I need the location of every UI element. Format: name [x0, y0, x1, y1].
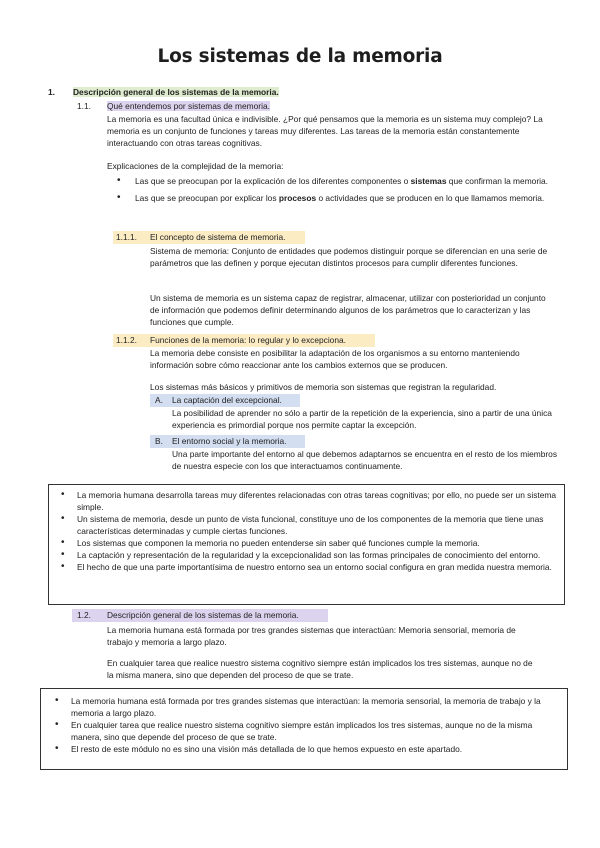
section-1-1-intro: Explicaciones de la complejidad de la memoria: [107, 161, 284, 171]
list-item: • Los sistemas que componen la memoria no pueden entenderse sin saber qué funciones cumple la memoria. [55, 537, 558, 549]
section-1-2-paragraph-1: La memoria humana está formada por tres grandes sistemas que interactúan: Memoria sensorial, memoria de trabajo y memoria a largo plazo. [107, 625, 516, 647]
section-1-1-heading-text: Qué entendemos por sistemas de memoria. [107, 101, 270, 111]
summary-2-list [49, 695, 561, 755]
section-1-1-bullet-list [113, 175, 551, 204]
section-1-1-1-paragraph-2: Un sistema de memoria es un sistema capaz de registrar, almacenar, utilizar con posterioridad un conjunto de información que podemos definir determinando algunos de los parámetros que lo caracterizan y las funciones que cumple. [150, 293, 546, 327]
list-item: • Las que se preocupan por la explicación de los diferentes componentes o sistemas que confirman la memoria. [113, 175, 551, 187]
list-item: • La captación y representación de la regularidad y la excepcionalidad son las formas principales de conocimiento del entorno. [55, 549, 558, 561]
item-b-letter: B. [155, 436, 163, 446]
list-item: • La memoria humana desarrolla tareas muy diferentes relacionadas con otras tareas cognitivas; por ello, no puede ser un sistema simple. [55, 489, 558, 513]
summary-box-2 [40, 688, 568, 770]
section-1-heading [73, 86, 279, 98]
section-1-1-number: 1.1. [77, 101, 91, 111]
item-a-text: La posibilidad de aprender no sólo a partir de la repetición de la experiencia, sino a partir de una única experiencia es primordial porque nos permite captar la excepción. [172, 408, 552, 430]
item-a-heading: La captación del excepcional. [172, 395, 282, 405]
section-1-1-2-paragraph-2: Los sistemas más básicos y primitivos de memoria son sistemas que registran la regularidad. [150, 382, 497, 392]
section-1-number: 1. [48, 87, 55, 97]
list-item: • El resto de este módulo no es sino una visión más detallada de lo que hemos expuesto en este apartado. [49, 743, 561, 755]
section-1-1-1-paragraph-1: Sistema de memoria: Conjunto de entidades que podemos distinguir porque se diferencian en una serie de parámetros que las definen y porque ejecutan distintos procesos para cumplir diferentes funciones. [150, 246, 548, 268]
item-b-heading: El entorno social y la memoria. [172, 436, 287, 446]
item-b-text: Una parte importante del entorno al que debemos adaptarnos se encuentra en el resto de los miembros de nuestra especie con los que interactuamos continuamente. [172, 449, 558, 471]
section-1-2-heading: Descripción general de los sistemas de la memoria. [107, 610, 299, 620]
section-1-1-1-number: 1.1.1. [116, 232, 137, 242]
section-1-2-paragraph-2: En cualquier tarea que realice nuestro sistema cognitivo siempre están implicados los tres sistemas, aunque no de la misma manera, sino que dependen del proceso de que se trate. [107, 658, 533, 680]
list-item: • En cualquier tarea que realice nuestro sistema cognitivo siempre están implicados los tres sistemas, aunque no de la misma manera, sino que depende del proceso de que se trate. [49, 719, 561, 743]
section-1-1-2-paragraph-1: La memoria debe consiste en posibilitar la adaptación de los organismos a su entorno manteniendo información sobre cómo reaccionar ante los cambios externos que se producen. [150, 348, 520, 370]
section-1-heading-text: Descripción general de los sistemas de la memoria. [73, 87, 279, 97]
section-1-1-1-heading: El concepto de sistema de memoria. [150, 232, 286, 242]
list-item: • El hecho de que una parte importantísima de nuestro entorno sea un entorno social configura en gran medida nuestra memoria. [55, 561, 558, 573]
summary-1-list [55, 489, 558, 573]
section-1-1-2-heading: Funciones de la memoria: lo regular y lo excepciona. [150, 335, 346, 345]
list-item: • Las que se preocupan por explicar los procesos o actividades que se producen en lo que llamamos memoria. [113, 192, 551, 204]
list-item: • Un sistema de memoria, desde un punto de vista funcional, constituye uno de los componentes de la memoria que tiene unas características determinadas y cumple ciertas funciones. [55, 513, 558, 537]
section-1-2-number: 1.2. [77, 610, 91, 620]
section-1-1-heading [107, 100, 270, 112]
page-title: Los sistemas de la memoria [157, 46, 443, 67]
section-1-1-paragraph: La memoria es una facultad única e indivisible. ¿Por qué pensamos que la memoria es un sistema muy complejo? La memoria es un conjunto de funciones y tareas muy diferentes. Las tareas de la memoria están constantemente interactuando con otras tareas cognitivas. [107, 114, 543, 148]
list-item: • La memoria humana está formada por tres grandes sistemas que interactúan: la memoria sensorial, la memoria de trabajo y la memoria a largo plazo. [49, 695, 561, 719]
item-a-letter: A. [155, 395, 163, 405]
section-1-1-2-number: 1.1.2. [116, 335, 137, 345]
summary-box-1 [48, 484, 565, 605]
